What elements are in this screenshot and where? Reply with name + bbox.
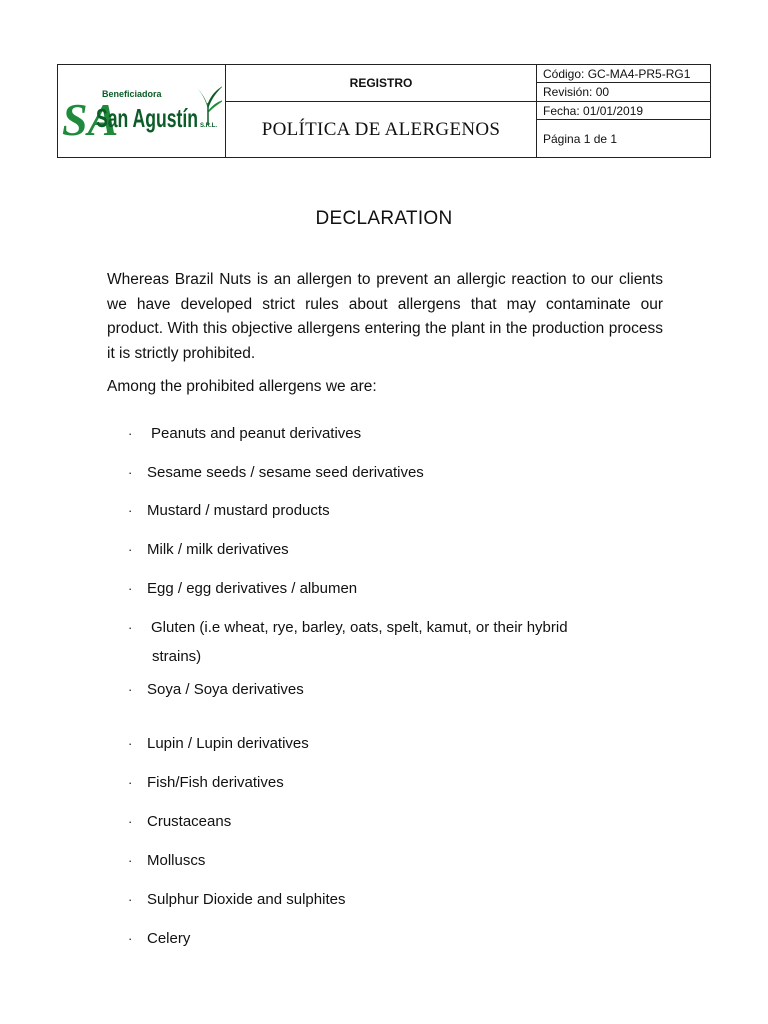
list-item: · Lupin / Lupin derivatives [128,729,309,758]
bullet: · [128,892,133,907]
bullet: · [128,853,133,868]
bullet: · [128,581,133,596]
list-item: · Milk / milk derivatives [128,535,289,564]
company-logo [62,79,222,143]
bullet: · [128,775,133,790]
record-label: REGISTRO [226,65,537,102]
list-item: · Mustard / mustard products [128,496,330,525]
bullet: · [128,542,133,557]
declaration-paragraph: Whereas Brazil Nuts is an allergen to prevent an allergic reaction to our clients we have developed strict rules about allergens that may contaminate our product. With this objective allergens entering the plant in the production process it is strictly prohibited. [107,271,663,362]
list-item: · Fish/Fish derivatives [128,768,284,797]
list-item: · Sesame seeds / sesame seed derivatives [128,458,424,487]
list-item: · Celery [128,924,190,953]
bullet: · [128,736,133,751]
logo-brand: San Agustín [96,103,198,133]
declaration-heading: DECLARATION [315,208,453,229]
list-item: · Soya / Soya derivatives [128,675,304,704]
list-item: · Gluten (i.e wheat, rye, barley, oats, spelt, kamut, or their hybrid [128,613,568,642]
document-code: Código: GC-MA4-PR5-RG1 [537,65,710,83]
list-item: · Crustaceans [128,807,231,836]
document-page-number: Página 1 de 1 [543,131,618,146]
bullet: · [128,465,133,480]
logo-small-text: Beneficiadora [102,89,162,99]
list-item: · Sulphur Dioxide and sulphites [128,885,345,914]
leaf-icon [196,85,222,125]
bullet: · [128,814,133,829]
bullet: · [128,682,133,697]
document-title: POLÍTICA DE ALERGENOS [226,102,537,157]
bullet: · [128,931,133,946]
list-item: · Molluscs [128,846,205,875]
logo-monogram: SA [62,94,119,143]
allergens-intro: Among the prohibited allergens we are: [107,378,377,395]
document-header-table [57,64,711,158]
bullet: · [128,426,133,441]
list-item-continuation: strains) [152,648,202,665]
bullet: · [128,620,133,635]
document-revision: Revisión: 00 [537,83,710,102]
logo-cell [58,65,226,157]
bullet: · [128,503,133,518]
logo-suffix: S.R.L. [200,123,218,129]
list-item: · Egg / egg derivatives / albumen [128,574,357,603]
document-date: Fecha: 01/01/2019 [537,102,710,120]
list-item: · Peanuts and peanut derivatives [128,419,361,448]
